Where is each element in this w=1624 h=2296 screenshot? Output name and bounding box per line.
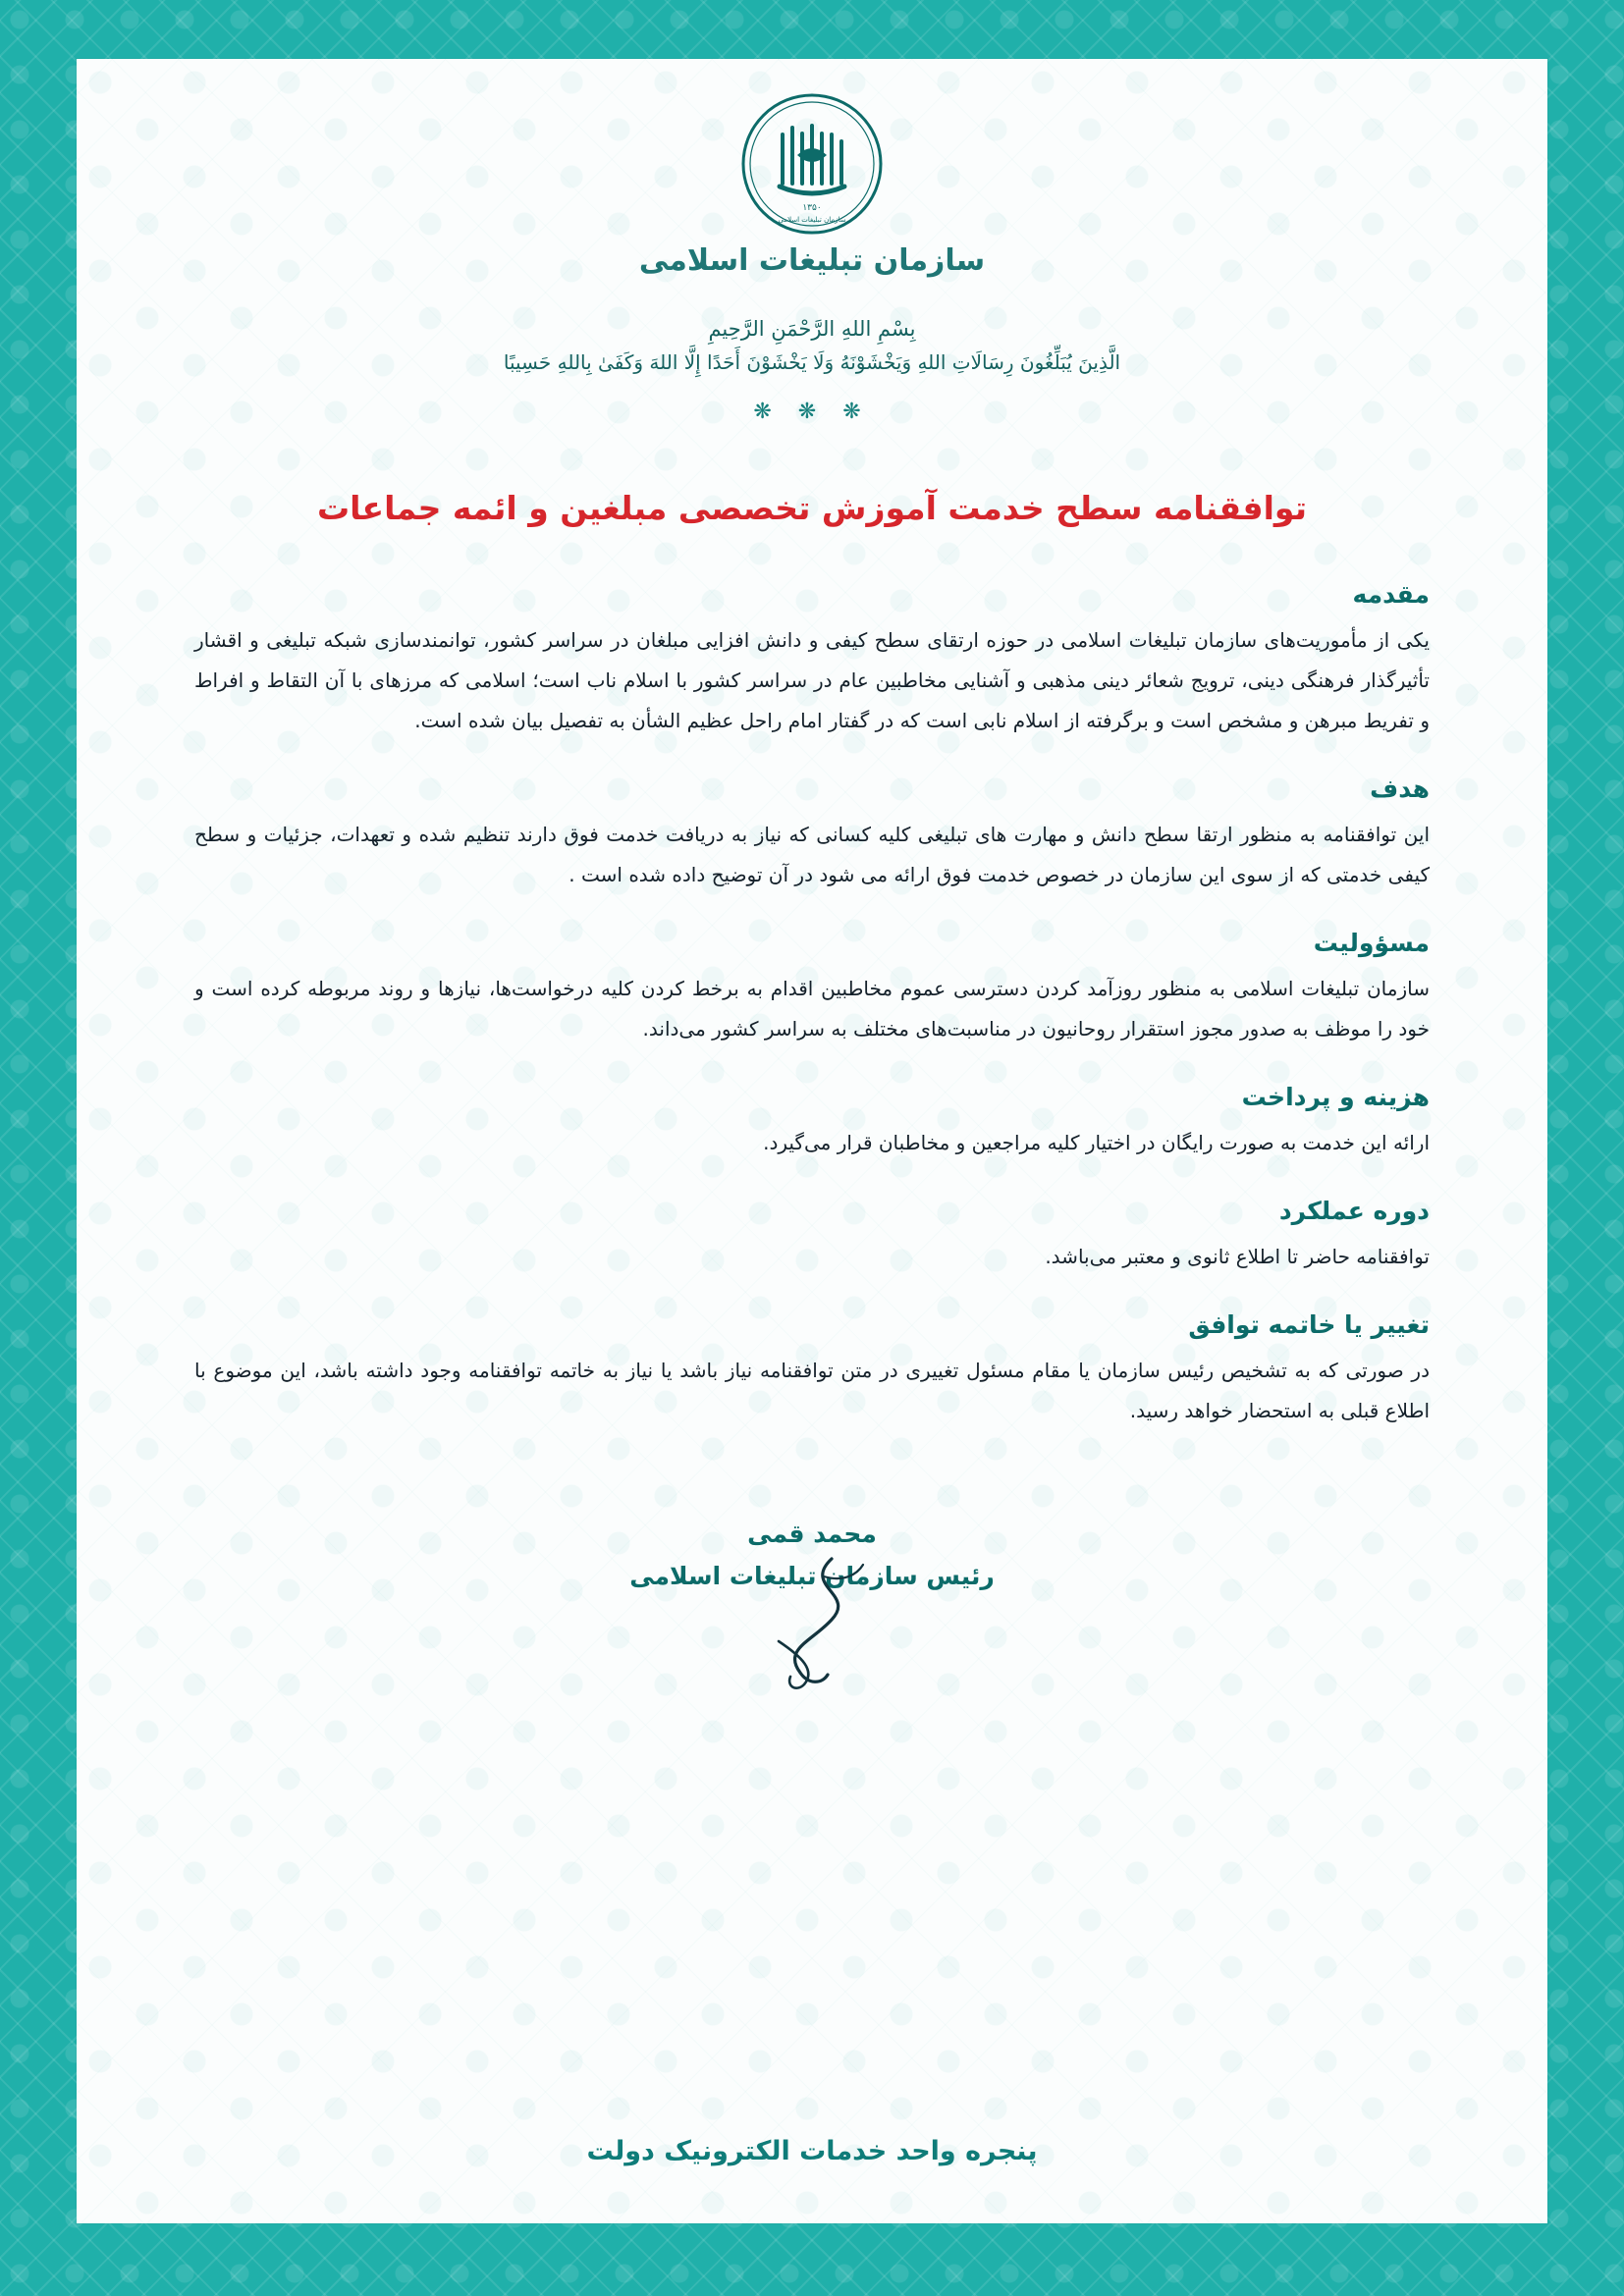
organization-wordmark: سازمان تبلیغات اسلامی [638, 243, 986, 278]
basmala-block [77, 317, 1547, 374]
section-masouliat [194, 929, 1430, 1049]
section-hadaf [194, 774, 1430, 895]
document-content [194, 580, 1430, 1590]
section-heading: هدف [1370, 774, 1430, 803]
section-body: سازمان تبلیغات اسلامی به منظور روزآمد کردن دسترسی عموم مخاطبین اقدام به برخط کردن کلیه درخواست‌ها، نیازها و روند مربوطه کرده است و خود را موظف به صدور مجوز استقرار روحانیون در مناسبت‌های مختلف به سراسر کشور می‌داند. [194, 977, 1430, 1041]
section-heading: مقدمه [1352, 580, 1430, 609]
document-paper [77, 59, 1547, 2223]
header-logo-block [77, 59, 1547, 278]
section-heading: مسؤولیت [1313, 929, 1430, 957]
signature-block [194, 1520, 1430, 1590]
section-heading: تغییر یا خاتمه توافق [1188, 1310, 1430, 1339]
section-body: یکی از مأموریت‌های سازمان تبلیغات اسلامی در حوزه ارتقای سطح کیفی و دانش افزایی مبلغان در سراسر کشور، توانمندسازی شبکه تبلیغی و اقشار تأثیرگذار فرهنگی دینی، ترویج شعائر دینی مذهبی و آشنایی مخاطبین عام در سراسر کشور با اسلام ناب است؛ اسلامی که مرزهای با آن التقاط و افراط و تفریط مبرهن و مشخص است و برگرفته از اسلام نابی است که در گفتار امام راحل عظیم الشأن به تفصیل بیان شده است. [194, 628, 1430, 732]
section-heading: دوره عملکرد [1278, 1197, 1430, 1225]
section-body: توافقنامه حاضر تا اطلاع ثانوی و معتبر می‌باشد. [1045, 1245, 1430, 1268]
section-moghaddame [194, 580, 1430, 741]
section-heading: هزینه و پرداخت [1241, 1083, 1430, 1111]
signer-role: رئیس سازمان تبلیغات اسلامی [629, 1562, 995, 1590]
page-title: توافقنامه سطح خدمت آموزش تخصصی مبلغین و ائمه جماعات [316, 489, 1308, 527]
signer-name: محمد قمی [747, 1520, 877, 1548]
quran-verse-line: الَّذِينَ يُبَلِّغُونَ رِسَالَاتِ اللهِ وَيَخْشَوْنَهُ وَلَا يَخْشَوْنَ أَحَدًا إِلَّا اللهَ وَكَفَىٰ بِاللهِ حَسِيبًا [503, 350, 1121, 374]
section-body: ارائه این خدمت به صورت رایگان در اختیار کلیه مراجعین و مخاطبان قرار می‌گیرد. [763, 1131, 1430, 1154]
section-hazine-va-pardakht [194, 1083, 1430, 1163]
section-dore-amalkard [194, 1197, 1430, 1277]
islamic-propagation-organization-emblem-icon [738, 90, 886, 238]
svg-text:۱۳۵۰: ۱۳۵۰ [802, 203, 822, 213]
section-body: در صورتی که به تشخیص رئیس سازمان یا مقام مسئول تغییری در متن توافقنامه نیاز باشد یا نیاز به خاتمه توافقنامه وجود داشته باشد، این موضوع با اطلاع قبلی به استحضار خواهد رسید. [194, 1359, 1430, 1422]
basmala-line-1: بِسْمِ اللهِ الرَّحْمَنِ الرَّحِيمِ [708, 317, 916, 341]
section-body: این توافقنامه به منظور ارتقا سطح دانش و مهارت های تبلیغی کلیه کسانی که نیاز به دریافت خدمت فوق دارند تنظیم شده و تعهدات، جزئیات و سطح کیفی خدمتی که از سوی این سازمان در خصوص خدمت فوق ارائه می شود در آن توضیح داده شده است . [194, 823, 1430, 886]
section-taghir-ya-khateme-tavafogh [194, 1310, 1430, 1431]
ornament-divider: ❋ ❋ ❋ [753, 400, 871, 424]
svg-text:سازمان تبلیغات اسلامی: سازمان تبلیغات اسلامی [778, 216, 846, 224]
footer-text: پنجره واحد خدمات الکترونیک دولت [586, 2136, 1038, 2166]
